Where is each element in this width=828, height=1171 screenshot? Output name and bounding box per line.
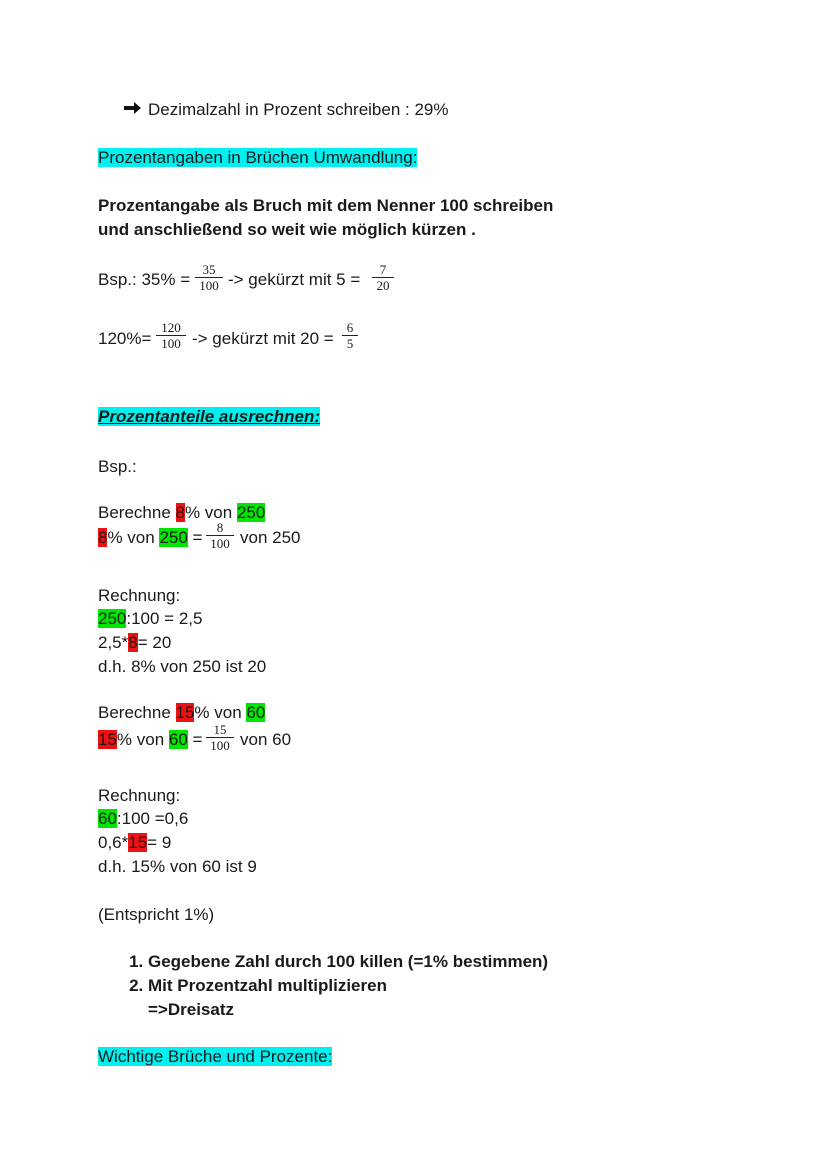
- task-text: % von: [194, 703, 247, 722]
- intro-text: Dezimalzahl in Prozent schreiben : 29%: [148, 100, 449, 119]
- example-label: Bsp.:: [98, 457, 137, 476]
- note-one-percent: (Entspricht 1%): [98, 905, 215, 924]
- base-highlight: 60: [246, 703, 266, 722]
- example1-middle: -> gekürzt mit 5 =: [228, 270, 361, 289]
- step-text: :100 =0,6: [116, 809, 189, 828]
- fraction-denominator: 100: [161, 336, 181, 351]
- formula-text: % von: [116, 730, 169, 749]
- calc1-step2: [98, 632, 171, 654]
- section-heading-conversion: [98, 147, 417, 169]
- calc2-step1: [98, 808, 188, 830]
- right-arrow-icon: [124, 99, 142, 121]
- fraction-numerator: 8: [216, 520, 224, 535]
- section-heading-shares: [98, 406, 320, 428]
- calc1-step1: [98, 608, 202, 630]
- calc1-formula-tail: von 250: [240, 528, 301, 547]
- step-text: = 9: [147, 833, 172, 852]
- calc2-step2: [98, 832, 171, 854]
- fraction-denominator: 20: [376, 278, 390, 293]
- fraction-35-100: [195, 262, 223, 293]
- fraction-denominator: 100: [210, 536, 230, 551]
- calc2-result: d.h. 15% von 60 ist 9: [98, 857, 257, 876]
- calc1-rechnung-label: Rechnung:: [98, 586, 181, 605]
- step-text: :100 = 2,5: [126, 609, 203, 628]
- step-text: 0,6*: [98, 833, 129, 852]
- list-item: 1. Gegebene Zahl durch 100 killen (=1% bestimmen): [148, 950, 548, 974]
- fraction-7-20: [372, 262, 394, 293]
- fraction-numerator: 7: [379, 262, 387, 277]
- fraction-15-100: [206, 722, 234, 753]
- percent-highlight: 15: [175, 703, 195, 722]
- section-heading-important: [98, 1046, 332, 1068]
- fraction-8-100: [206, 520, 234, 551]
- step-text: = 20: [137, 633, 172, 652]
- percent-highlight: 15: [98, 730, 117, 749]
- dreisatz-text: =>Dreisatz: [148, 1000, 234, 1019]
- example1-prefix: Bsp.: 35% =: [98, 270, 191, 289]
- formula-text: % von: [107, 528, 160, 547]
- example2-prefix: 120%=: [98, 329, 152, 348]
- calc1-formula: [98, 527, 202, 549]
- rule-line-1: Prozentangabe als Bruch mit dem Nenner 100 schreiben: [98, 196, 554, 215]
- calc1-task: [98, 502, 265, 524]
- base-highlight: 250: [236, 503, 266, 522]
- step-text: 2,5*: [98, 633, 129, 652]
- intro-line: [124, 99, 448, 121]
- percent-highlight: 8: [128, 633, 138, 652]
- calc2-formula: [98, 729, 202, 751]
- base-highlight: 250: [98, 609, 127, 628]
- fraction-denominator: 100: [210, 738, 230, 753]
- fraction-6-5: [342, 320, 358, 351]
- example2-middle: -> gekürzt mit 20 =: [192, 329, 334, 348]
- task-text: Berechne: [98, 703, 176, 722]
- fraction-numerator: 15: [213, 722, 227, 737]
- percent-highlight: 8: [98, 528, 108, 547]
- calc2-rechnung-label: Rechnung:: [98, 786, 181, 805]
- heading-text: Prozentangaben in Brüchen Umwandlung:: [98, 148, 418, 167]
- base-highlight: 250: [159, 528, 188, 547]
- base-highlight: 60: [98, 809, 117, 828]
- fraction-120-100: [156, 320, 186, 351]
- heading-text: Wichtige Brüche und Prozente:: [98, 1047, 333, 1066]
- calc2-formula-tail: von 60: [240, 730, 292, 749]
- list-item: 2. Mit Prozentzahl multiplizieren: [148, 974, 548, 998]
- fraction-numerator: 6: [346, 320, 354, 335]
- percent-highlight: 15: [128, 833, 148, 852]
- fraction-denominator: 5: [346, 336, 354, 351]
- fraction-denominator: 100: [199, 278, 219, 293]
- formula-text: =: [187, 528, 203, 547]
- task-text: % von: [184, 503, 237, 522]
- heading-text: Prozentanteile ausrechnen:: [98, 407, 321, 426]
- percent-highlight: 8: [175, 503, 185, 522]
- base-highlight: 60: [168, 730, 188, 749]
- fraction-numerator: 120: [161, 320, 181, 335]
- rule-line-2: und anschließend so weit wie möglich kürzen .: [98, 220, 476, 239]
- task-text: Berechne: [98, 503, 176, 522]
- steps-list: [100, 950, 548, 998]
- calc2-task: [98, 702, 265, 724]
- formula-text: =: [187, 730, 203, 749]
- fraction-numerator: 35: [202, 262, 216, 277]
- calc1-result: d.h. 8% von 250 ist 20: [98, 657, 267, 676]
